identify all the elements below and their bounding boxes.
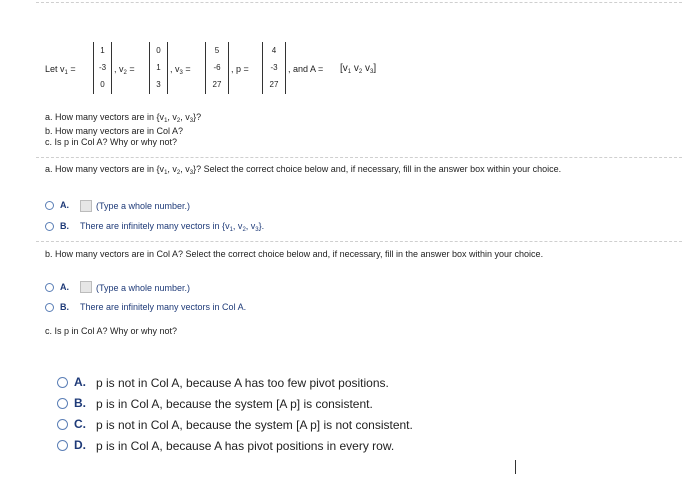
part-b-radio-b[interactable]: [45, 303, 54, 312]
part-b-option-b-letter: B.: [60, 302, 69, 312]
part-c-prompt: c. Is p in Col A? Why or why not?: [45, 326, 178, 336]
summary-question-a: a. How many vectors are in {$v_1$, $v_2$, $v_3$}?: [45, 112, 202, 124]
matrix-a-definition: [$v_1$ $v_2$ $v_3$]: [340, 63, 377, 75]
part-a-answer-box[interactable]: [80, 200, 92, 212]
part-a-option-b-text: There are infinitely many vectors in {$v_1$, $v_2$, $v_3$}.: [80, 221, 265, 233]
let-label: Let $v_1$ =: [45, 64, 76, 76]
part-c-option-b-letter: B.: [74, 396, 86, 410]
part-c-radio-d[interactable]: [57, 440, 68, 451]
v2-entry-2: 1: [156, 63, 161, 72]
section-divider: [36, 157, 682, 158]
v1-entry-2: -3: [98, 63, 107, 72]
part-a-radio-b[interactable]: [45, 222, 54, 231]
part-a-radio-a[interactable]: [45, 201, 54, 210]
part-a-option-a-hint: (Type a whole number.): [96, 201, 191, 211]
part-c-option-c-letter: C.: [74, 417, 86, 431]
part-b-answer-box[interactable]: [80, 281, 92, 293]
p-entry-2: -3: [270, 63, 278, 72]
part-c-radio-a[interactable]: [57, 377, 68, 388]
vector-v1: [93, 42, 112, 94]
part-c-option-c-text: p is not in Col A, because the system [A p] is not consistent.: [96, 418, 413, 432]
v2-entry-3: 3: [156, 80, 161, 89]
vector-v2: [149, 42, 168, 94]
p-entry-1: 4: [271, 46, 277, 55]
part-c-option-a-text: p is not in Col A, because A has too few pivot positions.: [96, 376, 389, 390]
vector-v3: [205, 42, 229, 94]
p-entry-3: 27: [269, 80, 279, 89]
summary-question-c: c. Is p in Col A? Why or why not?: [45, 137, 178, 147]
v1-entry-1: 1: [100, 46, 105, 55]
part-c-option-a-letter: A.: [74, 375, 86, 389]
v2-label: , $v_2$ =: [114, 64, 135, 76]
part-b-radio-a[interactable]: [45, 283, 54, 292]
v3-entry-2: -6: [213, 63, 221, 72]
part-a-prompt: a. How many vectors are in {$v_1$, $v_2$, $v_3$}? Select the correct choice below and, if necessary, fill in the answer box within your choice.: [45, 164, 562, 176]
and-a-label: , and A =: [288, 64, 324, 74]
part-c-option-d-text: p is in Col A, because A has pivot positions in every row.: [96, 439, 395, 453]
v3-entry-3: 27: [212, 80, 222, 89]
v2-entry-1: 0: [156, 46, 161, 55]
v3-entry-1: 5: [214, 46, 220, 55]
part-b-option-b-text: There are infinitely many vectors in Col A.: [80, 302, 247, 312]
v3-label: , $v_3$ =: [170, 64, 191, 76]
part-b-prompt: b. How many vectors are in Col A? Select the correct choice below and, if necessary, fill in the answer box within your choice.: [45, 249, 544, 259]
vector-p: [262, 42, 286, 94]
section-divider: [36, 241, 682, 242]
part-a-option-b-letter: B.: [60, 221, 69, 231]
text-cursor: [515, 460, 516, 474]
part-c-radio-c[interactable]: [57, 419, 68, 430]
summary-question-b: b. How many vectors are in Col A?: [45, 126, 184, 136]
part-b-option-a-letter: A.: [60, 282, 69, 292]
part-c-option-b-text: p is in Col A, because the system [A p] is consistent.: [96, 397, 373, 411]
part-b-option-a-hint: (Type a whole number.): [96, 283, 191, 293]
p-label: , p =: [231, 64, 249, 74]
part-c-radio-b[interactable]: [57, 398, 68, 409]
top-divider: [36, 2, 682, 3]
v1-entry-3: 0: [100, 80, 105, 89]
part-a-option-a-letter: A.: [60, 200, 69, 210]
part-c-option-d-letter: D.: [74, 438, 86, 452]
